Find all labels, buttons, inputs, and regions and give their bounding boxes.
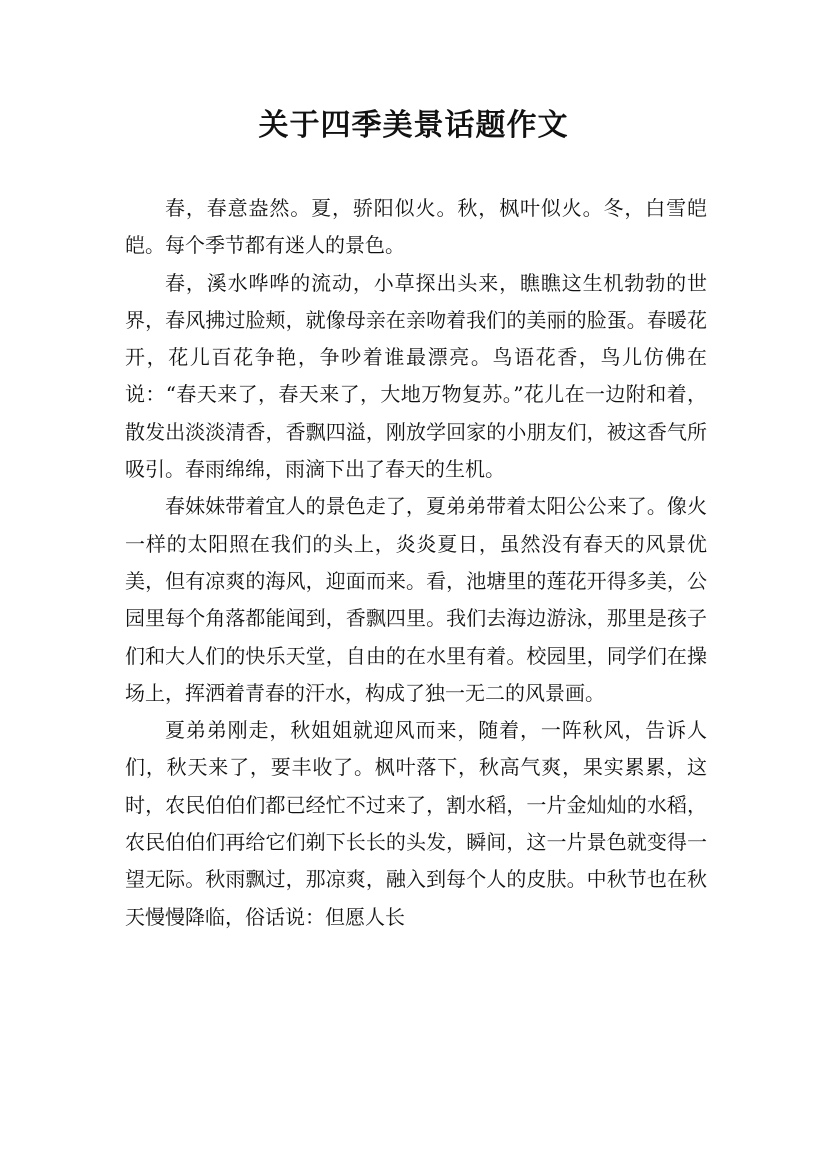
paragraph-2: 春，溪水哗哗的流动，小草探出头来，瞧瞧这生机勃勃的世界，春风拂过脸颊，就像母亲在亲吻着我们的美丽的脸蛋。春暖花开，花儿百花争艳，争吵着谁最漂亮。鸟语花香，鸟儿仿佛在说：“春天来了，春天来了，大地万物复苏。”花儿在一边附和着，散发出淡淡清香，香飘四溢，刚放学回家的小朋友们，被这香气所吸引。春雨绵绵，雨滴下出了春天的生机。: [125, 270, 707, 482]
document-body: [125, 190, 707, 936]
paragraph-4: 夏弟弟刚走，秋姐姐就迎风而来，随着，一阵秋风，告诉人们，秋天来了，要丰收了。枫叶落下，秋高气爽，果实累累，这时，农民伯伯们都已经忙不过来了，割水稻，一片金灿灿的水稻，农民伯伯们再给它们剃下长长的头发，瞬间，这一片景色就变得一望无际。秋雨飘过，那凉爽，融入到每个人的皮肤。中秋节也在秋天慢慢降临，俗话说：但愿人长: [125, 718, 707, 929]
document-title: 关于四季美景话题作文: [258, 108, 569, 143]
paragraph-3: 春妹妹带着宜人的景色走了，夏弟弟带着太阳公公来了。像火一样的太阳照在我们的头上，炎炎夏日，虽然没有春天的风景优美，但有凉爽的海风，迎面而来。看，池塘里的莲花开得多美，公园里每个角落都能闻到，香飘四里。我们去海边游泳，那里是孩子们和大人们的快乐天堂，自由的在水里有着。校园里，同学们在操场上，挥洒着青春的汗水，构成了独一无二的风景画。: [125, 494, 707, 705]
paragraph-1: 春，春意盎然。夏，骄阳似火。秋，枫叶似火。冬，白雪皑皑。每个季节都有迷人的景色。: [125, 196, 707, 258]
